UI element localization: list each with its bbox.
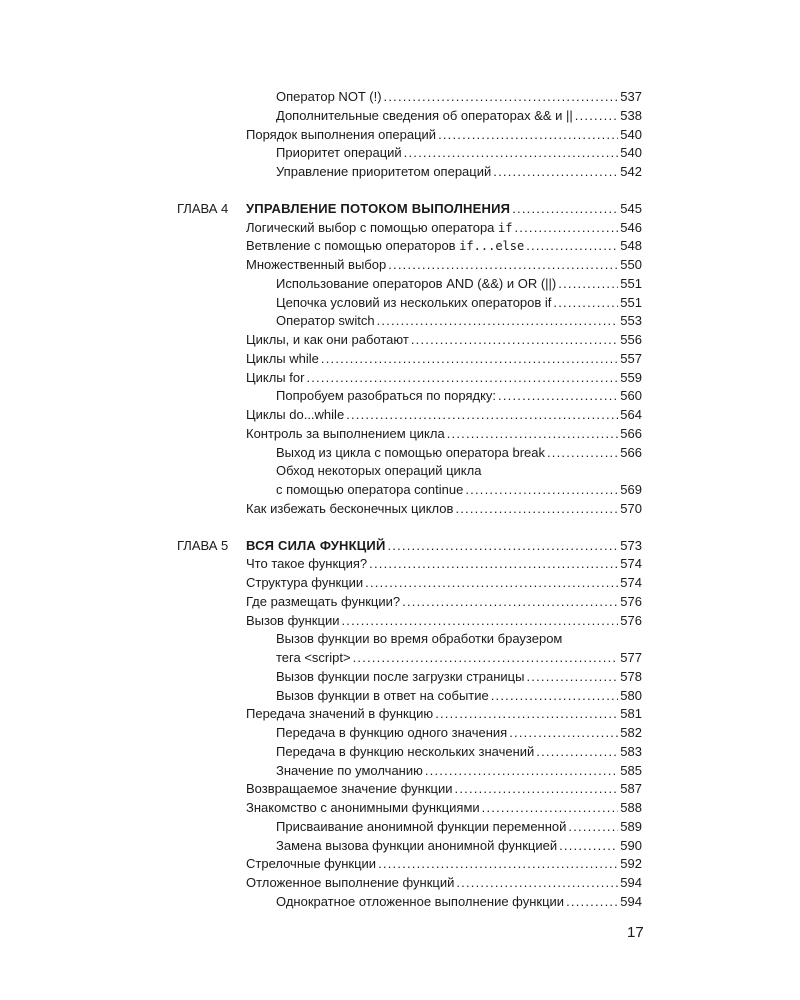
toc-entry-row[interactable] bbox=[0, 350, 800, 369]
toc-page-number: 551 bbox=[620, 275, 642, 291]
toc-entry-row[interactable] bbox=[0, 144, 800, 163]
toc-entry-row[interactable] bbox=[0, 163, 800, 182]
toc-entry bbox=[246, 500, 642, 519]
toc-entry-title: Замена вызова функции анонимной функцией bbox=[276, 837, 558, 853]
toc-entry bbox=[276, 818, 642, 837]
dot-leader bbox=[378, 855, 618, 874]
toc-entry-title: Дополнительные сведения об операторах && и || bbox=[276, 107, 573, 123]
page-number: 17 bbox=[627, 924, 644, 941]
toc-entry-title: Логический выбор с помощью оператора if bbox=[246, 219, 513, 235]
dot-leader bbox=[509, 724, 618, 743]
toc-entry-title: Цепочка условий из нескольких операторов if bbox=[276, 294, 552, 310]
toc-page-number: 546 bbox=[620, 219, 642, 235]
toc-page-number: 538 bbox=[620, 107, 642, 123]
chapter-label: ГЛАВА 5 bbox=[177, 537, 229, 553]
toc-entry-title: тега <script> bbox=[276, 650, 351, 665]
toc-entry-title: ВСЯ СИЛА ФУНКЦИЙ bbox=[246, 537, 386, 553]
toc-entry-row[interactable] bbox=[0, 799, 800, 818]
toc-entry-title: Вызов функции после загрузки страницы bbox=[276, 668, 525, 684]
dot-leader bbox=[526, 668, 618, 687]
toc-page-number: 551 bbox=[620, 294, 642, 310]
toc-page-number: 589 bbox=[620, 818, 642, 834]
toc-page-number: 587 bbox=[620, 781, 642, 797]
dot-leader bbox=[438, 126, 618, 145]
table-of-contents bbox=[0, 88, 800, 912]
toc-entry bbox=[276, 294, 642, 313]
dot-leader bbox=[321, 350, 618, 369]
dot-leader bbox=[388, 256, 618, 275]
dot-leader bbox=[512, 200, 618, 219]
toc-entry-title: УПРАВЛЕНИЕ ПОТОКОМ ВЫПОЛНЕНИЯ bbox=[246, 200, 511, 216]
toc-entry-row[interactable] bbox=[0, 88, 800, 107]
toc-entry bbox=[276, 668, 642, 687]
toc-entry-title: Циклы, и как они работают bbox=[246, 332, 409, 347]
dot-leader bbox=[536, 743, 618, 762]
toc-entry bbox=[276, 88, 642, 107]
toc-page-number: 583 bbox=[620, 743, 642, 759]
toc-page-number: 585 bbox=[620, 762, 642, 778]
toc-entry bbox=[246, 612, 642, 631]
dot-leader bbox=[341, 612, 618, 631]
toc-entry bbox=[246, 256, 642, 275]
toc-entry bbox=[246, 126, 642, 145]
toc-entry-row[interactable] bbox=[0, 387, 800, 406]
toc-entry-row[interactable] bbox=[0, 481, 800, 500]
dot-leader bbox=[566, 893, 618, 912]
toc-page-number: 540 bbox=[620, 126, 642, 142]
dot-leader bbox=[491, 687, 619, 706]
toc-entry-row[interactable] bbox=[0, 256, 800, 275]
toc-entry-title: Порядок выполнения операций bbox=[246, 126, 437, 142]
dot-leader bbox=[482, 799, 619, 818]
dot-leader bbox=[411, 331, 618, 350]
toc-entry-title: Обход некоторых операций цикла bbox=[276, 463, 482, 479]
dot-leader bbox=[553, 294, 618, 313]
dot-leader bbox=[526, 237, 618, 256]
toc-page-number: 574 bbox=[620, 556, 642, 572]
toc-entry-row[interactable] bbox=[0, 107, 800, 126]
toc-entry-title: Структура функции bbox=[246, 575, 364, 590]
toc-entry bbox=[246, 219, 642, 238]
toc-entry-title: Возвращаемое значение функции bbox=[246, 781, 453, 797]
toc-entry bbox=[246, 705, 642, 724]
toc-entry-row[interactable] bbox=[0, 294, 800, 313]
toc-spacer bbox=[0, 519, 800, 537]
toc-entry-row[interactable] bbox=[0, 275, 800, 294]
toc-entry bbox=[246, 574, 642, 593]
toc-entry bbox=[246, 237, 642, 256]
toc-entry-row[interactable] bbox=[0, 855, 800, 874]
toc-entry-row[interactable] bbox=[0, 743, 800, 762]
toc-page-number: 580 bbox=[620, 687, 642, 703]
toc-entry-title: Вызов функции во время обработки браузером bbox=[276, 631, 563, 647]
toc-page-number: 570 bbox=[620, 500, 642, 516]
toc-page-number: 537 bbox=[620, 89, 642, 104]
dot-leader bbox=[455, 500, 618, 519]
toc-entry bbox=[246, 855, 642, 874]
toc-entry-row[interactable] bbox=[0, 630, 800, 649]
toc-page-number: 542 bbox=[620, 164, 642, 179]
toc-entry-row[interactable] bbox=[0, 724, 800, 743]
toc-entry-title: Оператор NOT (!) bbox=[276, 89, 382, 104]
toc-entry-row[interactable] bbox=[0, 462, 800, 481]
toc-entry-title: Присваивание анонимной функции переменной bbox=[276, 818, 567, 834]
toc-entry bbox=[276, 312, 642, 331]
toc-entry-row[interactable] bbox=[0, 612, 800, 631]
toc-page-number: 556 bbox=[620, 332, 642, 347]
toc-entry-row[interactable] bbox=[0, 444, 800, 463]
dot-leader bbox=[377, 312, 619, 331]
toc-page-number: 545 bbox=[620, 200, 642, 216]
toc-entry-row[interactable] bbox=[0, 425, 800, 444]
toc-page-number: 582 bbox=[620, 725, 642, 740]
toc-entry-row[interactable] bbox=[0, 762, 800, 781]
toc-entry-row[interactable] bbox=[0, 780, 800, 799]
toc-page-number: 594 bbox=[620, 875, 642, 890]
dot-leader bbox=[402, 593, 618, 612]
toc-entry-title: Управление приоритетом операций bbox=[276, 164, 492, 179]
toc-entry bbox=[246, 406, 642, 425]
toc-entry-title: Приоритет операций bbox=[276, 145, 402, 161]
toc-page-number: 594 bbox=[620, 893, 642, 909]
toc-entry bbox=[246, 200, 642, 219]
toc-entry bbox=[276, 893, 642, 912]
toc-entry-row[interactable] bbox=[0, 874, 800, 893]
toc-entry bbox=[276, 144, 642, 163]
toc-entry-title: Множественный выбор bbox=[246, 257, 387, 272]
toc-entry bbox=[276, 724, 642, 743]
dot-leader bbox=[404, 144, 619, 163]
toc-page-number: 553 bbox=[620, 313, 642, 329]
toc-page-number: 548 bbox=[620, 238, 642, 254]
toc-entry-title: Выход из цикла с помощью оператора break bbox=[276, 444, 545, 460]
toc-entry-title: Циклы while bbox=[246, 350, 319, 366]
toc-entry-title: Значение по умолчанию bbox=[276, 762, 423, 778]
toc-chapter-row[interactable] bbox=[0, 537, 800, 556]
toc-page-number: 569 bbox=[620, 482, 642, 497]
toc-chapter-row[interactable] bbox=[0, 200, 800, 219]
toc-entry-row[interactable] bbox=[0, 237, 800, 256]
toc-entry-row[interactable] bbox=[0, 312, 800, 331]
toc-entry-title: Стрелочные функции bbox=[246, 856, 377, 872]
toc-entry bbox=[276, 163, 642, 182]
dot-leader bbox=[455, 780, 619, 799]
toc-entry-row[interactable] bbox=[0, 126, 800, 145]
toc-entry-title: Циклы for bbox=[246, 369, 305, 385]
toc-entry-row[interactable] bbox=[0, 369, 800, 388]
toc-entry bbox=[276, 837, 642, 856]
code-keyword: if bbox=[498, 220, 513, 235]
toc-entry bbox=[246, 425, 642, 444]
dot-leader bbox=[493, 163, 618, 182]
dot-leader bbox=[306, 369, 618, 388]
toc-entry-row[interactable] bbox=[0, 555, 800, 574]
toc-entry-row[interactable] bbox=[0, 219, 800, 238]
toc-page-number: 590 bbox=[620, 837, 642, 853]
dot-leader bbox=[369, 555, 618, 574]
toc-entry bbox=[276, 630, 642, 649]
toc-entry-title: Циклы do...while bbox=[246, 407, 345, 422]
toc-page-number: 566 bbox=[620, 425, 642, 441]
toc-entry bbox=[246, 780, 642, 799]
dot-leader bbox=[558, 275, 618, 294]
dot-leader bbox=[387, 537, 618, 556]
toc-entry-title: Передача в функцию нескольких значений bbox=[276, 743, 535, 759]
toc-entry-row[interactable] bbox=[0, 687, 800, 706]
toc-entry-title: Передача значений в функцию bbox=[246, 706, 434, 722]
toc-entry-title: Отложенное выполнение функций bbox=[246, 875, 455, 890]
chapter-label: ГЛАВА 4 bbox=[177, 200, 229, 216]
toc-entry bbox=[246, 874, 642, 893]
toc-entry bbox=[276, 762, 642, 781]
toc-entry-title: Как избежать бесконечных циклов bbox=[246, 500, 454, 516]
toc-entry bbox=[246, 593, 642, 612]
toc-page-number: 573 bbox=[620, 537, 642, 553]
toc-entry bbox=[276, 481, 642, 500]
toc-entry-title: Знакомство с анонимными функциями bbox=[246, 800, 480, 815]
toc-entry bbox=[276, 444, 642, 463]
toc-page-number: 550 bbox=[620, 257, 642, 272]
toc-entry-title: Оператор switch bbox=[276, 313, 375, 329]
dot-leader bbox=[353, 649, 619, 668]
code-keyword: if...else bbox=[459, 239, 525, 254]
toc-entry-title: Передача в функцию одного значения bbox=[276, 725, 508, 740]
toc-page-number: 577 bbox=[620, 650, 642, 665]
toc-page-number: 559 bbox=[620, 369, 642, 385]
toc-entry bbox=[276, 275, 642, 294]
toc-page-number: 576 bbox=[620, 612, 642, 628]
toc-entry-row[interactable] bbox=[0, 574, 800, 593]
toc-entry bbox=[246, 350, 642, 369]
toc-entry-row[interactable] bbox=[0, 893, 800, 912]
toc-entry bbox=[276, 462, 642, 481]
toc-entry bbox=[276, 743, 642, 762]
toc-page-number: 576 bbox=[620, 593, 642, 609]
toc-page-number: 566 bbox=[620, 444, 642, 460]
toc-entry-title: Попробуем разобраться по порядку: bbox=[276, 388, 497, 404]
dot-leader bbox=[514, 219, 618, 238]
toc-page-number: 574 bbox=[620, 575, 642, 590]
toc-entry-title: Вызов функции в ответ на событие bbox=[276, 687, 489, 703]
toc-entry bbox=[246, 537, 642, 556]
dot-leader bbox=[384, 88, 619, 107]
dot-leader bbox=[346, 406, 618, 425]
toc-entry-row[interactable] bbox=[0, 331, 800, 350]
toc-entry-title: Контроль за выполнением цикла bbox=[246, 425, 445, 441]
toc-entry-title: Где размещать функции? bbox=[246, 593, 401, 609]
toc-page-number: 578 bbox=[620, 668, 642, 684]
toc-entry bbox=[246, 369, 642, 388]
dot-leader bbox=[425, 762, 618, 781]
dot-leader bbox=[447, 425, 619, 444]
toc-entry-title: с помощью оператора continue bbox=[276, 482, 464, 497]
toc-entry bbox=[276, 107, 642, 126]
toc-entry-row[interactable] bbox=[0, 818, 800, 837]
toc-page-number: 564 bbox=[620, 407, 642, 422]
dot-leader bbox=[575, 107, 619, 126]
toc-page-number: 540 bbox=[620, 145, 642, 161]
dot-leader bbox=[435, 705, 618, 724]
toc-page-number: 592 bbox=[620, 856, 642, 872]
toc-spacer bbox=[0, 182, 800, 200]
toc-entry-title: Ветвление с помощью операторов if...else bbox=[246, 238, 525, 254]
toc-entry bbox=[276, 687, 642, 706]
dot-leader bbox=[465, 481, 618, 500]
toc-entry-row[interactable] bbox=[0, 406, 800, 425]
dot-leader bbox=[456, 874, 618, 893]
dot-leader bbox=[498, 387, 618, 406]
toc-entry-row[interactable] bbox=[0, 837, 800, 856]
toc-entry bbox=[246, 555, 642, 574]
toc-entry-row[interactable] bbox=[0, 705, 800, 724]
dot-leader bbox=[365, 574, 618, 593]
toc-entry-title: Однократное отложенное выполнение функции bbox=[276, 893, 565, 909]
toc-entry-title: Что такое функция? bbox=[246, 556, 368, 572]
toc-entry-row[interactable] bbox=[0, 649, 800, 668]
dot-leader bbox=[559, 837, 618, 856]
toc-entry-title: Вызов функции bbox=[246, 612, 340, 628]
toc-entry bbox=[246, 331, 642, 350]
toc-page-number: 557 bbox=[620, 350, 642, 366]
toc-entry bbox=[276, 649, 642, 668]
toc-page-number: 588 bbox=[620, 800, 642, 815]
toc-entry-row[interactable] bbox=[0, 593, 800, 612]
dot-leader bbox=[568, 818, 618, 837]
toc-page-number: 581 bbox=[620, 706, 642, 722]
toc-entry bbox=[246, 799, 642, 818]
toc-entry-row[interactable] bbox=[0, 668, 800, 687]
toc-entry-row[interactable] bbox=[0, 500, 800, 519]
toc-entry-title: Использование операторов AND (&&) и OR (||) bbox=[276, 275, 557, 291]
dot-leader bbox=[547, 444, 618, 463]
toc-entry bbox=[276, 387, 642, 406]
toc-page-number: 560 bbox=[620, 388, 642, 404]
